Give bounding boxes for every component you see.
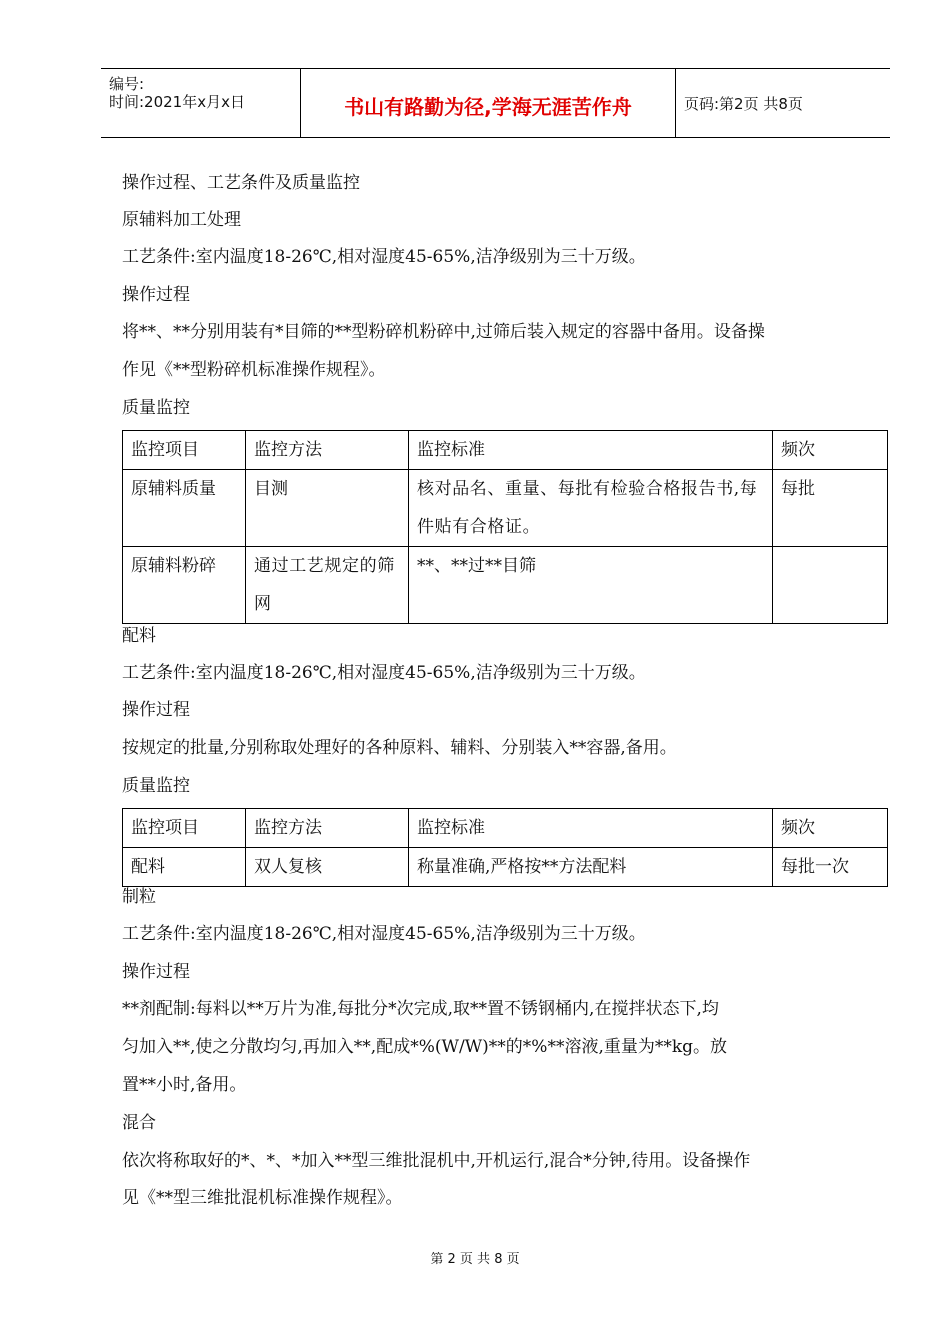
subheading: 质量监控 bbox=[122, 776, 190, 796]
quality-monitoring-table-1 bbox=[122, 430, 888, 624]
table-row bbox=[123, 547, 888, 624]
time-label: 时间:2021年x月x日 bbox=[109, 93, 245, 111]
paragraph-line: 匀加入**,使之分散均匀,再加入**,配成*%(W/W)**的*%**溶液,重量为**kg。放 bbox=[122, 1037, 728, 1057]
table-cell: **、**过**目筛 bbox=[409, 547, 773, 624]
motto: 书山有路勤为径,学海无涯苦作舟 bbox=[344, 95, 632, 119]
subheading: 质量监控 bbox=[122, 398, 190, 418]
table-header-row bbox=[123, 809, 888, 848]
table-cell: 每批一次 bbox=[773, 848, 888, 887]
table-header-row bbox=[123, 431, 888, 470]
table-cell: 原辅料质量 bbox=[123, 470, 246, 547]
table-cell: 双人复核 bbox=[246, 848, 409, 887]
table-header-cell: 监控标准 bbox=[409, 809, 773, 848]
paragraph-line: **剂配制:每料以**万片为准,每批分*次完成,取**置不锈钢桶内,在搅拌状态下,均 bbox=[122, 999, 719, 1019]
document-header bbox=[101, 68, 890, 138]
number-label: 编号: bbox=[109, 75, 145, 93]
table-cell: 核对品名、重量、每批有检验合格报告书,每件贴有合格证。 bbox=[409, 470, 773, 547]
subsection-title: 原辅料加工处理 bbox=[122, 210, 241, 230]
paragraph-line: 工艺条件:室内温度18-26℃,相对湿度45-65%,洁净级别为三十万级。 bbox=[122, 247, 646, 267]
page-label: 页码:第2页 共8页 bbox=[684, 95, 803, 113]
table-row bbox=[123, 470, 888, 547]
table-cell bbox=[773, 547, 888, 624]
subheading: 操作过程 bbox=[122, 700, 190, 720]
paragraph-line: 将**、**分别用装有*目筛的**型粉碎机粉碎中,过筛后装入规定的容器中备用。设备操 bbox=[122, 322, 765, 342]
table-cell: 配料 bbox=[123, 848, 246, 887]
paragraph-line: 置**小时,备用。 bbox=[122, 1075, 247, 1095]
table-header-cell: 监控项目 bbox=[123, 431, 246, 470]
subsection-title: 制粒 bbox=[122, 887, 156, 907]
paragraph-line: 见《**型三维批混机标准操作规程》。 bbox=[122, 1188, 403, 1208]
table-cell: 原辅料粉碎 bbox=[123, 547, 246, 624]
table-row bbox=[123, 848, 888, 887]
paragraph-line: 工艺条件:室内温度18-26℃,相对湿度45-65%,洁净级别为三十万级。 bbox=[122, 924, 646, 944]
page-footer: 第 2 页 共 8 页 bbox=[430, 1252, 520, 1267]
table-header-cell: 监控项目 bbox=[123, 809, 246, 848]
section-title: 操作过程、工艺条件及质量监控 bbox=[122, 173, 360, 193]
table-cell: 目测 bbox=[246, 470, 409, 547]
paragraph-line: 作见《**型粉碎机标准操作规程》。 bbox=[122, 360, 386, 380]
table-cell: 每批 bbox=[773, 470, 888, 547]
table-header-cell: 频次 bbox=[773, 809, 888, 848]
header-page-cell bbox=[676, 69, 890, 137]
table-header-cell: 监控方法 bbox=[246, 809, 409, 848]
paragraph-line: 按规定的批量,分别称取处理好的各种原料、辅料、分别装入**容器,备用。 bbox=[122, 738, 677, 758]
quality-monitoring-table-2 bbox=[122, 808, 888, 887]
table-header-cell: 频次 bbox=[773, 431, 888, 470]
subheading: 操作过程 bbox=[122, 285, 190, 305]
header-motto-cell bbox=[300, 69, 676, 137]
header-info-cell bbox=[101, 69, 300, 137]
subsection-title: 混合 bbox=[122, 1113, 156, 1133]
subsection-title: 配料 bbox=[122, 626, 156, 646]
table-header-cell: 监控标准 bbox=[409, 431, 773, 470]
table-cell: 称量准确,严格按**方法配料 bbox=[409, 848, 773, 887]
subheading: 操作过程 bbox=[122, 962, 190, 982]
table-header-cell: 监控方法 bbox=[246, 431, 409, 470]
paragraph-line: 工艺条件:室内温度18-26℃,相对湿度45-65%,洁净级别为三十万级。 bbox=[122, 663, 646, 683]
paragraph-line: 依次将称取好的*、*、*加入**型三维批混机中,开机运行,混合*分钟,待用。设备操作 bbox=[122, 1151, 751, 1171]
table-cell: 通过工艺规定的筛网 bbox=[246, 547, 409, 624]
